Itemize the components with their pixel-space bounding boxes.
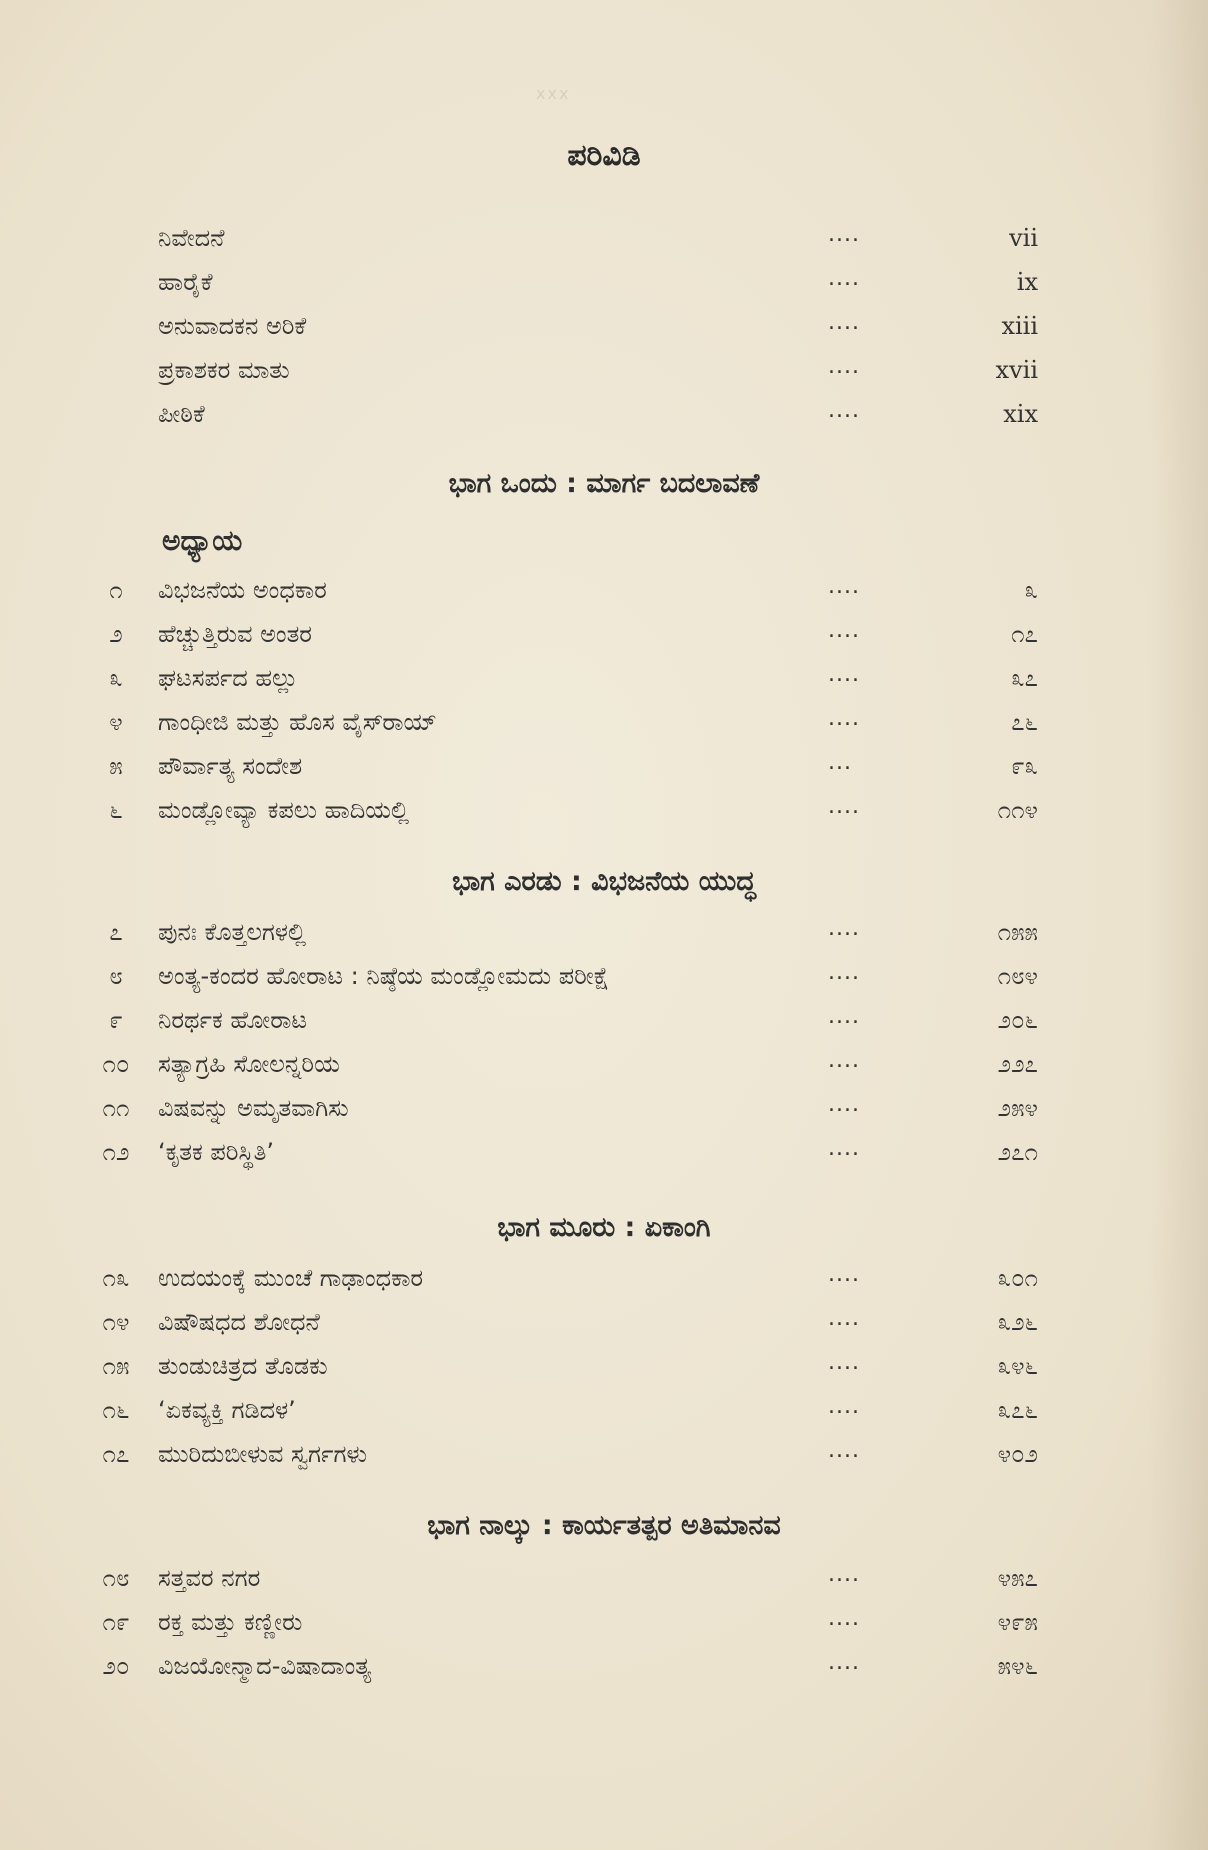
page-ref: ೩೭ — [1011, 664, 1038, 692]
leader-dots: .... — [828, 1438, 860, 1463]
toc-chapter-row — [0, 1390, 1208, 1430]
entry-title: ಅನುವಾದಕನ ಅರಿಕೆ — [158, 312, 307, 340]
leader-dots: .... — [828, 662, 860, 687]
toc-chapter-row — [0, 1258, 1208, 1298]
leader-dots: .... — [828, 1262, 860, 1287]
leader-dots: .... — [828, 794, 860, 819]
chapter-title: ತುಂಡುಚಿತ್ರದ ತೊಡಕು — [158, 1352, 328, 1380]
leader-dots: .... — [828, 1650, 860, 1675]
chapter-number: ೧೮ — [102, 1564, 130, 1592]
chapter-number: ೬ — [109, 796, 123, 824]
chapter-number: ೧೨ — [102, 1138, 130, 1166]
part-heading: ಭಾಗ ಎರಡು : ವಿಭಜನೆಯ ಯುದ್ಧ — [452, 866, 756, 897]
toc-chapter-row — [0, 1302, 1208, 1342]
chapter-title: ಪುನಃ ಕೊತ್ತಲಗಳಲ್ಲಿ — [158, 918, 307, 946]
toc-chapter-row — [0, 956, 1208, 996]
chapter-title: ನಿರರ್ಥಕ ಹೋರಾಟ — [158, 1006, 308, 1034]
chapter-number: ೩ — [109, 664, 123, 692]
chapter-number: ೧೦ — [102, 1050, 130, 1078]
chapter-title: ಸತ್ಯಾಗ್ರಹಿ ಸೋಲನ್ನರಿಯ — [158, 1050, 340, 1078]
toc-chapter-row — [0, 912, 1208, 952]
chapter-number: ೧೩ — [102, 1264, 130, 1292]
page-ref: ೩೭೬ — [997, 1396, 1038, 1424]
chapter-title: ‘ಏಕವ್ಯಕ್ತಿ ಗಡಿದಳ’ — [158, 1396, 296, 1424]
leader-dots: .... — [828, 1606, 860, 1631]
page-ref: ೨೨೭ — [997, 1050, 1038, 1078]
chapter-number: ೪ — [109, 708, 123, 736]
chapter-number: ೯ — [109, 1006, 123, 1034]
leader-dots: .... — [828, 916, 860, 941]
chapter-number: ೧ — [109, 576, 123, 604]
chapter-number: ೧೪ — [102, 1308, 130, 1336]
chapter-title: ಉದಯಂಕ್ಕೆ ಮುಂಚೆ ಗಾಢಾಂಧಕಾರ — [158, 1264, 424, 1292]
chapter-title: ಪೌರ್ವಾತ್ಯ ಸಂದೇಶ — [158, 752, 303, 780]
toc-front-matter-row — [0, 262, 1208, 302]
entry-title: ಪ್ರಕಾಶಕರ ಮಾತು — [158, 356, 290, 384]
chapter-number: ೨ — [109, 620, 123, 648]
chapter-title: ಹೆಚ್ಚುತ್ತಿರುವ ಅಂತರ — [158, 620, 312, 648]
leader-dots: .... — [828, 1136, 860, 1161]
chapter-title: ವಿಷೌಷಧದ ಶೋಧನೆ — [158, 1308, 320, 1336]
toc-front-matter-row — [0, 394, 1208, 434]
bleed-through-mark — [640, 190, 647, 215]
leader-dots: .... — [828, 1350, 860, 1375]
page-ref: ೧೮೪ — [997, 962, 1038, 990]
page-ref: ೩೦೧ — [997, 1264, 1038, 1292]
page-ref: ೪೦೨ — [997, 1440, 1038, 1468]
chapter-title: ಮಂಡ್ಲೋವ್ಯಾ ಕಪಲು ಹಾದಿಯಲ್ಲಿ — [158, 796, 410, 824]
chapter-title: ವಿಭಜನೆಯ ಅಂಧಕಾರ — [158, 576, 327, 604]
leader-dots: .... — [828, 574, 860, 599]
leader-dots: .... — [828, 618, 860, 643]
chapter-title: ವಿಷವನ್ನು ಅಮೃತವಾಗಿಸು — [158, 1094, 349, 1122]
toc-chapter-row — [0, 1000, 1208, 1040]
toc-chapter-row — [0, 746, 1208, 786]
page-number: xxx — [536, 84, 571, 103]
page-ref: ix — [1016, 268, 1038, 296]
page-ref: xix — [1003, 400, 1038, 428]
toc-chapter-row — [0, 570, 1208, 610]
entry-title: ಪೀಠಿಕೆ — [158, 400, 205, 428]
chapter-number: ೧೭ — [102, 1440, 130, 1468]
chapter-title: ‘ಕೃತಕ ಪರಿಸ್ಥಿತಿ’ — [158, 1138, 274, 1166]
entry-title: ಹಾರೈಕೆ — [158, 268, 213, 296]
toc-chapter-row — [0, 702, 1208, 742]
toc-chapter-row — [0, 1346, 1208, 1386]
chapter-number: ೧೯ — [102, 1608, 130, 1636]
leader-dots: .... — [828, 1306, 860, 1331]
page-ref: ೫೪೬ — [997, 1652, 1038, 1680]
chapter-title: ರಕ್ತ ಮತ್ತು ಕಣ್ಣೀರು — [158, 1608, 303, 1636]
toc-chapter-row — [0, 1088, 1208, 1128]
leader-dots: .... — [828, 266, 860, 291]
page-ref: ೩ — [1024, 576, 1038, 604]
toc-chapter-row — [0, 1558, 1208, 1598]
toc-chapter-row — [0, 658, 1208, 698]
page-ref: xiii — [1001, 312, 1038, 340]
chapter-title: ಘಟಸರ್ಪದ ಹಲ್ಲು — [158, 664, 299, 692]
leader-dots: ... — [828, 750, 852, 775]
chapter-title: ಗಾಂಧೀಜಿ ಮತ್ತು ಹೊಸ ವೈಸ್‍ರಾಯ್ — [158, 708, 437, 736]
toc-chapter-row — [0, 1132, 1208, 1172]
page-ref: ೪೯೫ — [997, 1608, 1038, 1636]
page-ref: ೪೫೭ — [997, 1564, 1038, 1592]
page-ref: ೧೧೪ — [997, 796, 1038, 824]
page-ref: ೧೫೫ — [997, 918, 1038, 946]
page-ref: ೨೭೧ — [997, 1138, 1038, 1166]
leader-dots: .... — [828, 1092, 860, 1117]
toc-chapter-row — [0, 1434, 1208, 1474]
chapter-title: ಮುರಿದುಬೀಳುವ ಸ್ವರ್ಗಗಳು — [158, 1440, 368, 1468]
toc-chapter-row — [0, 1602, 1208, 1642]
part-heading: ಭಾಗ ನಾಲ್ಕು : ಕಾರ್ಯತತ್ಪರ ಅತಿಮಾನವ — [427, 1510, 781, 1541]
leader-dots: .... — [828, 1048, 860, 1073]
page-ref: ೩೨೬ — [997, 1308, 1038, 1336]
toc-chapter-row — [0, 1044, 1208, 1084]
toc-chapter-row — [0, 1646, 1208, 1686]
leader-dots: .... — [828, 1562, 860, 1587]
leader-dots: .... — [828, 1394, 860, 1419]
page-ref: ೧೭ — [1011, 620, 1038, 648]
part-heading: ಭಾಗ ಒಂದು : ಮಾರ್ಗ ಬದಲಾವಣೆ — [448, 468, 760, 499]
toc-chapter-row — [0, 790, 1208, 830]
page-ref: ೨೫೪ — [997, 1094, 1038, 1122]
page-ref: ೩೪೬ — [997, 1352, 1038, 1380]
leader-dots: .... — [828, 1004, 860, 1029]
page-title: ಪರಿವಿಡಿ — [567, 138, 641, 173]
page-ref: vii — [1009, 224, 1038, 252]
chapter-number: ೫ — [109, 752, 123, 780]
leader-dots: .... — [828, 960, 860, 985]
toc-front-matter-row — [0, 306, 1208, 346]
chapter-number: ೧೧ — [102, 1094, 130, 1122]
entry-title: ನಿವೇದನೆ — [158, 224, 225, 252]
leader-dots: .... — [828, 310, 860, 335]
chapter-number: ೮ — [109, 962, 123, 990]
page-ref: ೯೩ — [1011, 752, 1038, 780]
chapter-title: ವಿಜಯೋನ್ಮಾದ-ವಿಷಾದಾಂತ್ಯ — [158, 1652, 372, 1680]
chapter-number: ೭ — [109, 918, 123, 946]
page-ref: ೭೬ — [1011, 708, 1038, 736]
page-ref: xvii — [995, 356, 1038, 384]
toc-front-matter-row — [0, 350, 1208, 390]
chapter-number: ೧೬ — [102, 1396, 130, 1424]
chapter-number: ೨೦ — [102, 1652, 130, 1680]
leader-dots: .... — [828, 354, 860, 379]
chapter-number: ೧೫ — [102, 1352, 130, 1380]
toc-chapter-row — [0, 614, 1208, 654]
chapter-column-label: ಅಧ್ಯಾಯ — [162, 524, 243, 557]
chapter-title: ಸತ್ತವರ ನಗರ — [158, 1564, 261, 1592]
leader-dots: .... — [828, 398, 860, 423]
leader-dots: .... — [828, 706, 860, 731]
part-heading: ಭಾಗ ಮೂರು : ಏಕಾಂಗಿ — [497, 1212, 711, 1243]
chapter-title: ಅಂತ್ಯ-ಕಂದರ ಹೋರಾಟ : ನಿಷ್ಠೆಯ ಮಂಡ್ಲೋಮದು ಪರೀಕ್ಷೆ — [158, 962, 610, 990]
page-ref: ೨೦೬ — [997, 1006, 1038, 1034]
leader-dots: .... — [828, 222, 860, 247]
toc-front-matter-row — [0, 218, 1208, 258]
